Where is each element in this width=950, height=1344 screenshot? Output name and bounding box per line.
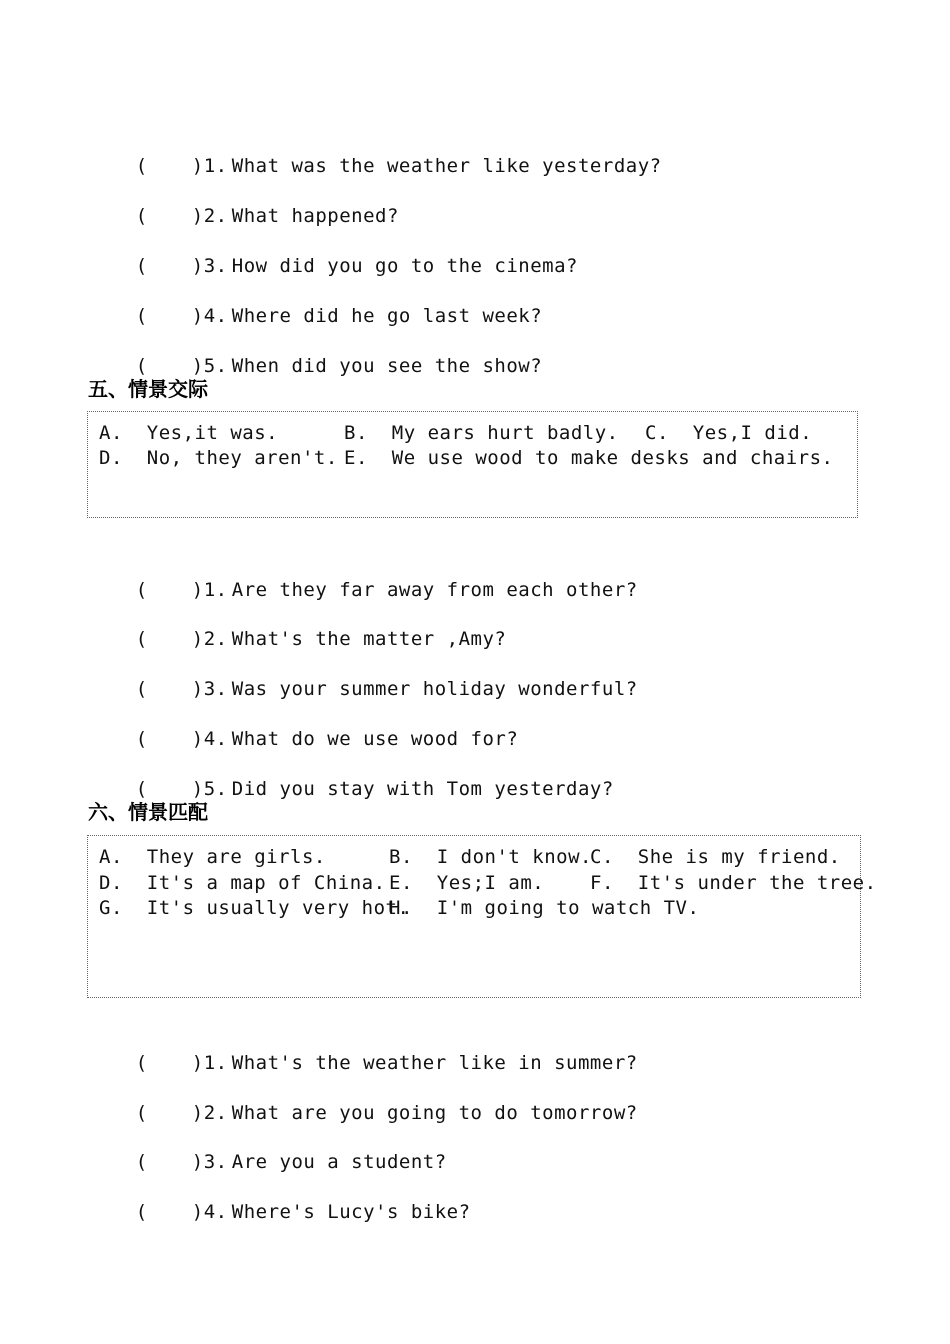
answer-blank[interactable]: ( bbox=[135, 1201, 148, 1223]
answer-blank[interactable]: ( bbox=[135, 579, 148, 601]
answer-blank[interactable]: ( bbox=[135, 778, 148, 800]
question-number: )2. bbox=[191, 205, 228, 227]
question-number: )1. bbox=[191, 155, 228, 177]
option-c: C. Yes,I did. bbox=[645, 422, 813, 444]
answer-blank[interactable]: ( bbox=[135, 1052, 148, 1074]
s4-question-5 bbox=[88, 327, 543, 377]
s4-question-3 bbox=[88, 227, 578, 277]
question-text: What's the matter ,Amy? bbox=[231, 628, 507, 650]
s5-question-1 bbox=[88, 551, 638, 601]
question-number: )3. bbox=[191, 678, 228, 700]
option-f: F. It's under the tree. bbox=[590, 872, 877, 894]
answer-blank[interactable]: ( bbox=[135, 205, 148, 227]
answer-blank[interactable]: ( bbox=[135, 728, 148, 750]
question-text: Are you a student? bbox=[231, 1151, 447, 1173]
s5-question-2 bbox=[88, 600, 507, 650]
option-e: E. Yes;I am. bbox=[389, 872, 545, 894]
question-number: )3. bbox=[191, 1151, 228, 1173]
s5-question-5 bbox=[88, 750, 614, 800]
s5-question-3 bbox=[88, 650, 638, 700]
options-row-3 bbox=[99, 895, 700, 921]
section5-title: 五、情景交际 bbox=[88, 377, 208, 401]
question-text: Did you stay with Tom yesterday? bbox=[231, 778, 614, 800]
option-d: D. No, they aren't. bbox=[99, 447, 338, 469]
option-g: G. It's usually very hot. bbox=[99, 897, 410, 919]
answer-blank[interactable]: ( bbox=[135, 155, 148, 177]
question-number: )4. bbox=[191, 728, 228, 750]
section6-title: 六、情景匹配 bbox=[88, 800, 208, 824]
s6-question-3 bbox=[88, 1123, 447, 1173]
question-text: When did you see the show? bbox=[231, 355, 543, 377]
option-b: B. My ears hurt badly. bbox=[344, 422, 619, 444]
options-row-1 bbox=[99, 420, 813, 446]
option-b: B. I don't know. bbox=[389, 846, 592, 868]
question-number: )4. bbox=[191, 1201, 228, 1223]
s5-question-4 bbox=[88, 700, 519, 750]
options-row-2 bbox=[99, 445, 834, 471]
answer-blank[interactable]: ( bbox=[135, 305, 148, 327]
answer-blank[interactable]: ( bbox=[135, 255, 148, 277]
question-number: )2. bbox=[191, 1102, 228, 1124]
answer-blank[interactable]: ( bbox=[135, 678, 148, 700]
question-text: What happened? bbox=[231, 205, 399, 227]
s6-question-4 bbox=[88, 1173, 471, 1223]
options-row-1 bbox=[99, 844, 841, 870]
answer-blank[interactable]: ( bbox=[135, 1151, 148, 1173]
question-text: What was the weather like yesterday? bbox=[231, 155, 662, 177]
question-text: What are you going to do tomorrow? bbox=[231, 1102, 638, 1124]
s4-question-1 bbox=[88, 127, 662, 177]
answer-blank[interactable]: ( bbox=[135, 355, 148, 377]
question-text: How did you go to the cinema? bbox=[231, 255, 578, 277]
answer-blank[interactable]: ( bbox=[135, 628, 148, 650]
answer-blank[interactable]: ( bbox=[135, 1102, 148, 1124]
question-number: )3. bbox=[191, 255, 228, 277]
question-number: )1. bbox=[191, 579, 228, 601]
question-text: Are they far away from each other? bbox=[231, 579, 638, 601]
question-text: Where's Lucy's bike? bbox=[231, 1201, 471, 1223]
question-text: What's the weather like in summer? bbox=[231, 1052, 638, 1074]
question-number: )4. bbox=[191, 305, 228, 327]
question-text: Where did he go last week? bbox=[231, 305, 543, 327]
option-h: H. I'm going to watch TV. bbox=[389, 897, 700, 919]
section5-options-box bbox=[87, 411, 858, 518]
option-c: C. She is my friend. bbox=[590, 846, 841, 868]
question-number: )5. bbox=[191, 355, 228, 377]
s4-question-2 bbox=[88, 177, 399, 227]
s4-question-4 bbox=[88, 277, 543, 327]
option-a: A. They are girls. bbox=[99, 846, 326, 868]
question-number: )1. bbox=[191, 1052, 228, 1074]
option-a: A. Yes,it was. bbox=[99, 422, 279, 444]
option-e: E. We use wood to make desks and chairs. bbox=[344, 447, 834, 469]
s6-question-2 bbox=[88, 1074, 638, 1124]
option-d: D. It's a map of China. bbox=[99, 872, 386, 894]
options-row-2 bbox=[99, 870, 877, 896]
question-number: )2. bbox=[191, 628, 228, 650]
question-number: )5. bbox=[191, 778, 228, 800]
question-text: What do we use wood for? bbox=[231, 728, 519, 750]
question-text: Was your summer holiday wonderful? bbox=[231, 678, 638, 700]
section6-options-box bbox=[87, 835, 877, 998]
s6-question-1 bbox=[88, 1024, 638, 1074]
